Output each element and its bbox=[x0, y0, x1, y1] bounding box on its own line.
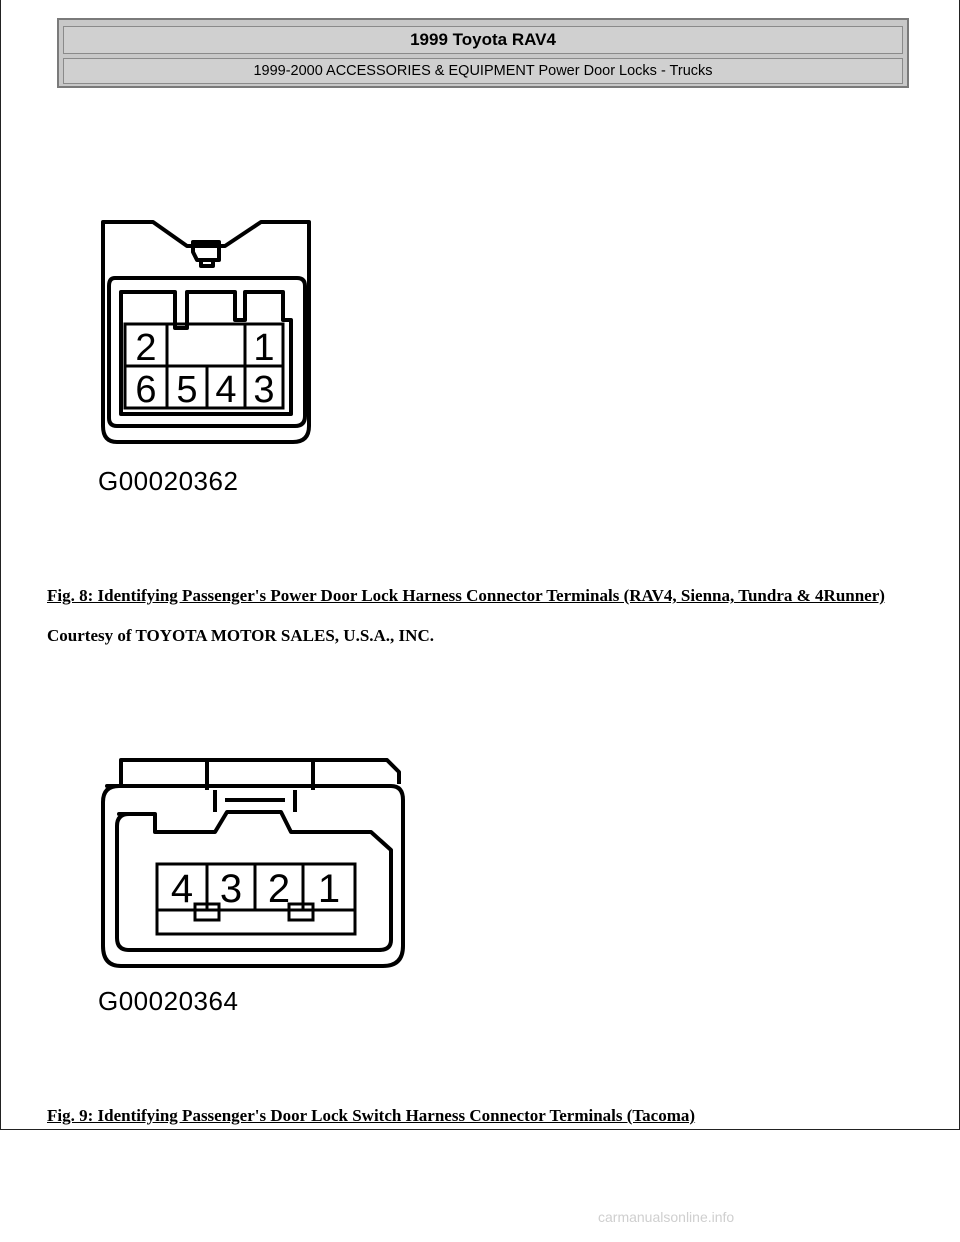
pin-3: 3 bbox=[219, 867, 243, 911]
header-subtitle: 1999-2000 ACCESSORIES & EQUIPMENT Power Door Locks - Trucks bbox=[63, 58, 903, 84]
pin-1: 1 bbox=[317, 867, 341, 911]
pin-6: 6 bbox=[135, 369, 157, 411]
figure-9-caption: Fig. 9: Identifying Passenger's Door Lock Switch Harness Connector Terminals (Tacoma) bbox=[47, 1106, 696, 1125]
document-header bbox=[57, 18, 909, 88]
figure-8-courtesy: Courtesy of TOYOTA MOTOR SALES, U.S.A., INC. bbox=[47, 626, 434, 645]
pin-5: 5 bbox=[176, 369, 198, 411]
footer-watermark: carmanualsonline.info bbox=[598, 1209, 735, 1225]
header-title: 1999 Toyota RAV4 bbox=[63, 26, 903, 54]
figure-9-code: G00020364 bbox=[98, 986, 239, 1016]
pin-2: 2 bbox=[135, 327, 157, 369]
figure-8-caption: Fig. 8: Identifying Passenger's Power Door Lock Harness Connector Terminals (RAV4, Sienna, Tundra & 4Runner) bbox=[47, 586, 885, 605]
pin-1: 1 bbox=[253, 327, 275, 369]
pin-4: 4 bbox=[170, 867, 194, 911]
figure-8-code: G00020362 bbox=[98, 466, 239, 496]
pin-2: 2 bbox=[267, 867, 291, 911]
figure-9-connector-diagram bbox=[95, 750, 415, 980]
pin-3: 3 bbox=[253, 369, 275, 411]
figure-8-connector-diagram bbox=[95, 212, 320, 452]
pin-4: 4 bbox=[215, 369, 237, 411]
